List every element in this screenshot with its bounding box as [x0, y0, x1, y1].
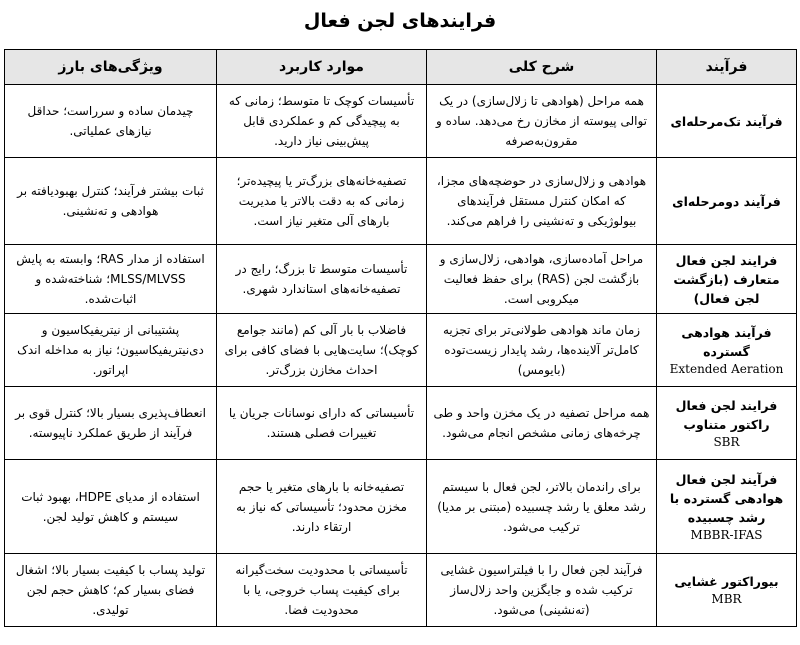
process-name: فرایند لجن فعال راکتور متناوب [675, 397, 778, 432]
process-cell [657, 460, 797, 554]
table-row [5, 158, 797, 245]
use-cases-cell: تصفیه‌خانه‌های بزرگ‌تر یا پیچیده‌تر؛ زمانی که به دقت بالاتر یا مدیریت بارهای آلی متغیر نیاز است. [217, 158, 427, 245]
features-cell: تولید پساب با کیفیت بسیار بالا؛ اشغال فضای بسیار کم؛ کاهش حجم لجن تولیدی. [5, 554, 217, 627]
process-name: بیوراکتور غشایی [674, 574, 779, 589]
features-cell: استفاده از مدیای HDPE، بهبود ثبات سیستم و کاهش تولید لجن. [5, 460, 217, 554]
header-process: فرآیند [657, 50, 797, 85]
table-row [5, 387, 797, 460]
process-name: فرآیند تک‌مرحله‌ای [670, 113, 783, 129]
process-english-name: Extended Aeration [669, 361, 784, 376]
process-name: فرایند لجن فعال متعارف (بازگشت لجن فعال) [673, 252, 780, 306]
use-cases-cell: فاضلاب با بار آلی کم (مانند جوامع کوچک)؛ سایت‌هایی با فضای کافی برای احداث مخازن بزرگ‌تر. [217, 314, 427, 387]
header-use-cases: موارد کاربرد [217, 50, 427, 85]
description-cell: مراحل آماده‌سازی، هوادهی، زلال‌سازی و بازگشت لجن (RAS) برای حفظ فعالیت میکروبی است. [427, 245, 657, 314]
use-cases-cell: تأسیسات متوسط تا بزرگ؛ رایج در تصفیه‌خانه‌های استاندارد شهری. [217, 245, 427, 314]
use-cases-cell: تأسیساتی که دارای نوسانات جریان یا تغییرات فصلی هستند. [217, 387, 427, 460]
description-cell: برای راندمان بالاتر، لجن فعال با سیستم رشد معلق یا رشد چسبیده (مبتنی بر مدیا) ترکیب می‌شود. [427, 460, 657, 554]
table-row [5, 245, 797, 314]
page-title: فرایندهای لجن فعال [303, 10, 497, 32]
process-cell [657, 314, 797, 387]
process-cell [657, 387, 797, 460]
use-cases-cell: تأسیسات کوچک تا متوسط؛ زمانی که به پیچیدگی کم و عملکردی قابل پیش‌بینی نیاز دارید. [217, 85, 427, 158]
description-cell: زمان ماند هوادهی طولانی‌تر برای تجزیه کامل‌تر آلاینده‌ها، رشد پایدار زیست‌توده (بایومس) [427, 314, 657, 387]
table-row [5, 554, 797, 627]
process-cell [657, 554, 797, 627]
process-cell [657, 85, 797, 158]
header-features: ویژگی‌های بارز [5, 50, 217, 85]
features-cell: پشتیبانی از نیتریفیکاسیون و دی‌نیتریفیکاسیون؛ نیاز به مداخله اندک اپراتور. [5, 314, 217, 387]
table-row [5, 460, 797, 554]
features-cell: چیدمان ساده و سرراست؛ حداقل نیازهای عملیاتی. [5, 85, 217, 158]
use-cases-cell: تصفیه‌خانه با بارهای متغیر یا حجم مخزن محدود؛ تأسیساتی که نیاز به ارتقاء دارند. [217, 460, 427, 554]
features-cell: استفاده از مدار RAS؛ وابسته به پایش MLSS/MLVSS؛ شناخته‌شده و اثبات‌شده. [5, 245, 217, 314]
table-row [5, 314, 797, 387]
process-english-name: MBBR-IFAS [690, 527, 763, 542]
description-cell: هوادهی و زلال‌سازی در حوضچه‌های مجزا، که امکان کنترل مستقل فرآیندهای بیولوژیکی و ته‌نشینی را فراهم می‌کند. [427, 158, 657, 245]
features-cell: ثبات بیشتر فرآیند؛ کنترل بهبودیافته بر هوادهی و ته‌نشینی. [5, 158, 217, 245]
header-row [5, 50, 797, 85]
header-description: شرح کلی [427, 50, 657, 85]
process-english-name: SBR [713, 434, 740, 449]
features-cell: انعطاف‌پذیری بسیار بالا؛ کنترل قوی بر فرآیند از طریق عملکرد ناپیوسته. [5, 387, 217, 460]
use-cases-cell: تأسیساتی با محدودیت سخت‌گیرانه برای کیفیت پساب خروجی، یا با محدودیت فضا. [217, 554, 427, 627]
description-cell: همه مراحل تصفیه در یک مخزن واحد و طی چرخه‌های زمانی مشخص انجام می‌شود. [427, 387, 657, 460]
process-english-name: MBR [711, 592, 742, 606]
processes-table [4, 49, 797, 627]
description-cell: همه مراحل (هوادهی تا زلال‌سازی) در یک توالی پیوسته از مخازن رخ می‌دهد. ساده و مقرون‌به‌صرفه [427, 85, 657, 158]
process-cell [657, 245, 797, 314]
process-name: فرآیند هوادهی گسترده [681, 324, 772, 359]
process-name: فرآیند دومرحله‌ای [672, 193, 781, 209]
description-cell: فرآیند لجن فعال را با فیلتراسیون غشایی ترکیب شده و جایگزین واحد زلال‌ساز (ته‌نشینی) می‌شود. [427, 554, 657, 627]
table-row [5, 85, 797, 158]
process-name: فرآیند لجن فعال هوادهی گسترده با رشد چسبیده [669, 471, 784, 525]
process-cell [657, 158, 797, 245]
